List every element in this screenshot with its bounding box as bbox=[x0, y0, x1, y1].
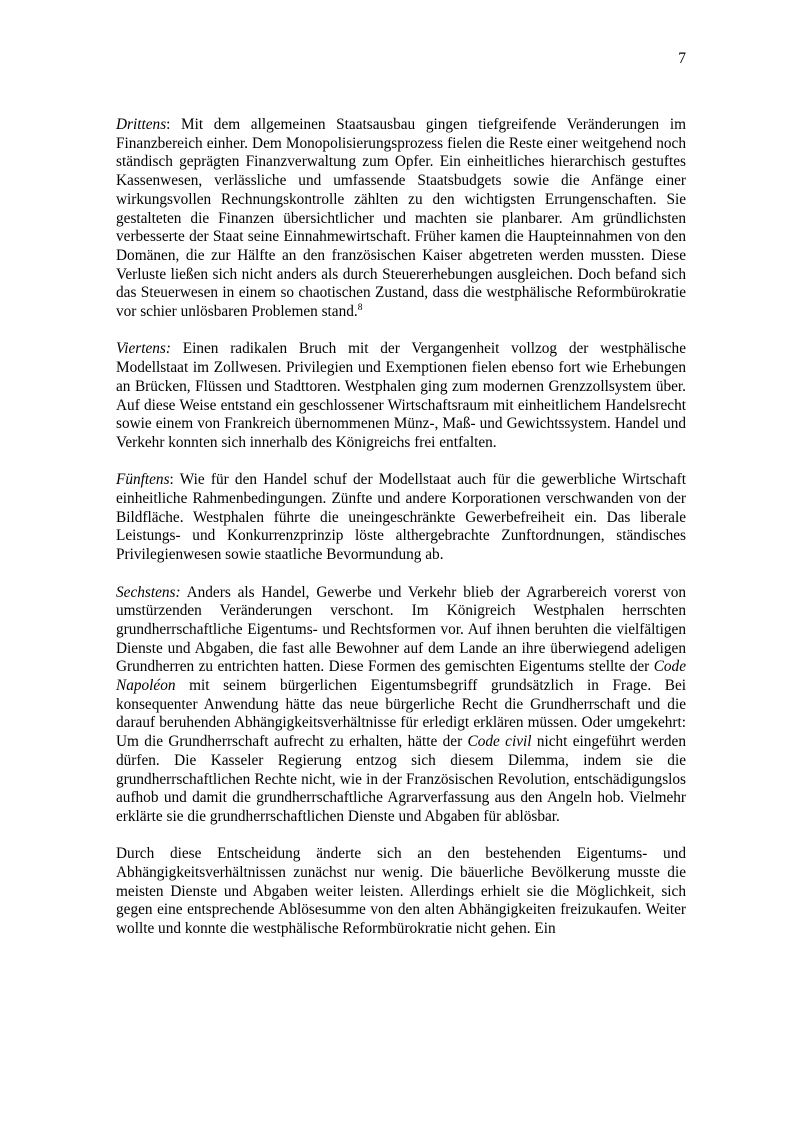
paragraph-text: Durch diese Entscheidung änderte sich an den bestehenden Eigentums- und Abhängigkeitsverhältnissen zunächst nur wenig. Die bäuerliche Bevölkerung musste die meisten Dienste und Abgaben weiter leisten. Allerdings erhielt sie die Möglichkeit, sich gegen eine entsprechende Ablösesumme von den alten Abhängigkeiten freizukaufen. Weiter wollte und konnte die westphälische Reformbürokratie nicht gehen. Ein bbox=[116, 845, 686, 938]
body-text bbox=[116, 116, 686, 939]
paragraph-text: Anders als Handel, Gewerbe und Verkehr blieb der Agrarbereich vorerst von umstürzenden Veränderungen verschont. Im Königreich Westphalen herrschten grundherrschaftliche Eigentums- und Rechtsformen vor. Auf ihnen beruhten die vielfältigen Dienste und Abgaben, die fast alle Bewohner auf dem Lande an ihre überwiegend adeligen Grundherren zu entrichten hatten. Diese Formen des gemischten Eigentums stellte der bbox=[116, 583, 686, 676]
work-title-code-napoleon: Code Napoléon bbox=[116, 658, 686, 695]
paragraph-lead-sechstens: Sechstens: bbox=[116, 583, 181, 601]
page-number: 7 bbox=[678, 50, 686, 67]
work-title-code-civil: Code civil bbox=[467, 733, 532, 751]
paragraph-text: : Wie für den Handel schuf der Modellstaat auch für die gewerbliche Wirtschaft einheitliche Rahmenbedingungen. Zünfte und andere Korporationen verschwanden von der Bildfläche. Westphalen führte die uneingeschränkte Gewerbefreiheit ein. Das liberale Leistungs- und Konkurrenzprinzip löste althergebrachte Zunftordnungen, ständisches Privilegienwesen sowie staatliche Bevormundung ab. bbox=[116, 471, 686, 564]
paragraph-lead-fuenftens: Fünftens bbox=[116, 471, 170, 489]
paragraph-text: : Mit dem allgemeinen Staatsausbau gingen tiefgreifende Veränderungen im Finanzbereich einher. Dem Monopolisierungsprozess fielen die Reste einer weitgehend noch ständisch geprägten Finanzverwaltung zum Opfer. Ein einheitliches hierarchisch gestuftes Kassenwesen, verlässliche und umfassende Staatsbudgets sowie die Anfänge einer wirkungsvollen Rechnungskontrolle zählten zu den wichtigsten Errungenschaften. Sie gestalteten die Finanzen übersichtlicher und machten sie planbarer. Am gründlichsten verbesserte der Staat seine Einnahmewirtschaft. Früher kamen die Haupteinnahmen von den Domänen, die zur Hälfte an den französischen Kaiser abgetreten werden mussten. Diese Verluste ließen sich nicht anders als durch Steuererhebungen ausgleichen. Doch befand sich das Steuerwesen in einem so chaotischen Zustand, dass die westphälische Reformbürokratie vor schier unlösbaren Problemen stand. bbox=[116, 116, 686, 321]
paragraph-lead-drittens: Drittens bbox=[116, 116, 167, 133]
paragraph-text: Einen radikalen Bruch mit der Vergangenheit vollzog der westphälische Modellstaat im Zollwesen. Privilegien und Exemptionen fielen ebenso fort wie Erhebungen an Brücken, Flüssen und Stadttoren. Westphalen ging zum modernen Grenzzollsystem über. Auf diese Weise entstand ein geschlossener Wirtschaftsraum mit einheitlichem Handelsrecht sowie einem von Frankreich übernommenen Münz-, Maß- und Gewichtssystem. Handel und Verkehr konnten sich innerhalb des Königreichs frei entfalten. bbox=[116, 340, 686, 451]
paragraph-text: nicht eingeführt werden dürfen. Die Kasseler Regierung entzog sich diesem Dilemma, indem sie die grundherrschaftlichen Rechte nicht, wie in der Französischen Revolution, entschädigungslos aufhob und damit die grundherrschaftliche Agrarverfassung aus den Angeln hob. Vielmehr erklärte sie die grundherrschaftlichen Dienste und Abgaben für ablösbar. bbox=[116, 733, 686, 825]
paragraph-text: mit seinem bürgerlichen Eigentumsbegriff grundsätzlich in Frage. Bei konsequenter Anwendung hätte das neue bürgerliche Recht die Grundherrschaft und die darauf beruhenden Abhängigkeitsverhältnisse für erledigt erklären müssen. Oder umgekehrt: Um die Grundherrschaft aufrecht zu erhalten, hätte der bbox=[116, 677, 686, 751]
paragraph-drittens bbox=[116, 116, 686, 322]
paragraph-closing bbox=[116, 845, 686, 939]
paragraph-viertens bbox=[116, 340, 686, 452]
paragraph-lead-viertens: Viertens: bbox=[116, 340, 171, 358]
footnote-reference[interactable]: 8 bbox=[357, 302, 363, 313]
paragraph-sechstens bbox=[116, 584, 686, 827]
paragraph-fuenftens bbox=[116, 471, 686, 565]
